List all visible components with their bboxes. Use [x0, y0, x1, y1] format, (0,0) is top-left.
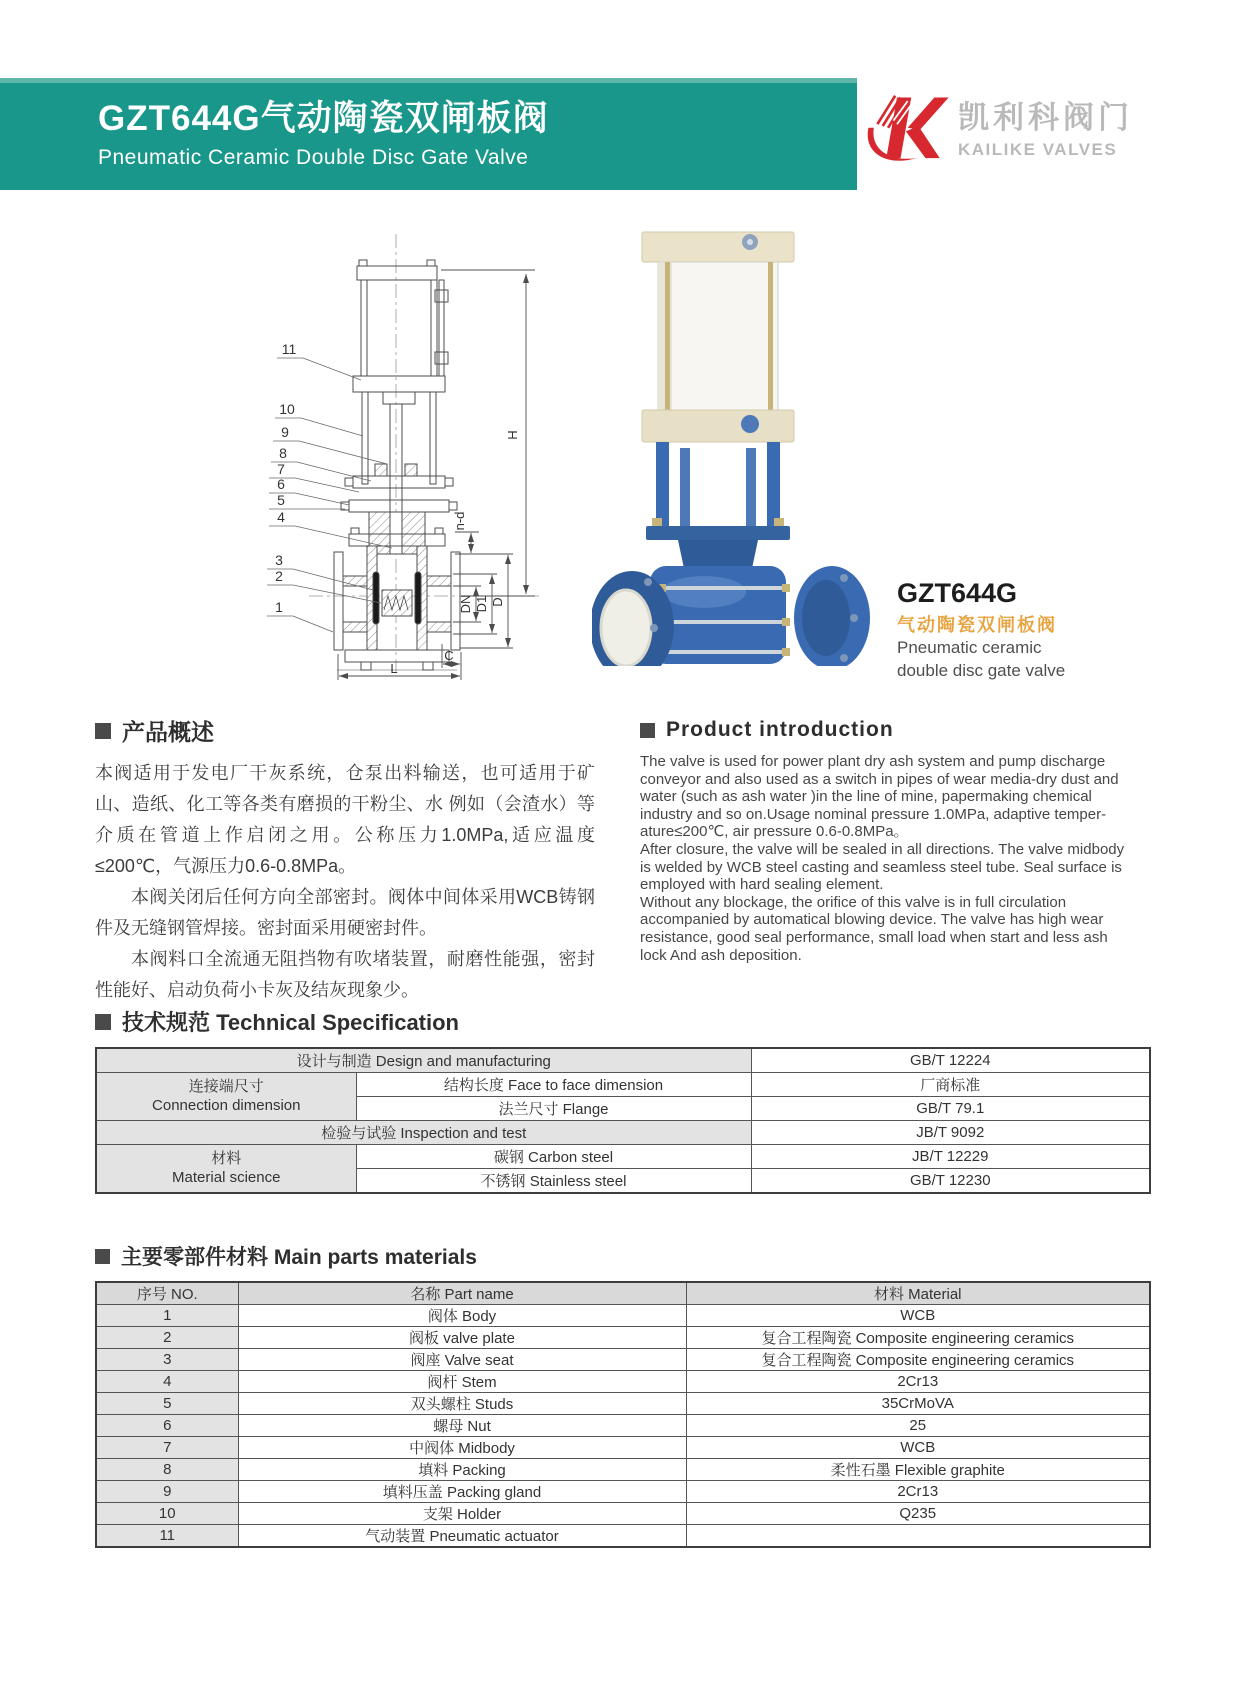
part-material: 25	[686, 1415, 1150, 1437]
parts-col-material: 材料 Material	[686, 1282, 1150, 1305]
part-no: 4	[96, 1371, 238, 1393]
part-number-4: 4	[277, 509, 285, 525]
part-name: 阀板 valve plate	[238, 1327, 686, 1349]
spec-carbon-value: JB/T 12229	[751, 1145, 1150, 1169]
spec-connection-label-en: Connection dimension	[152, 1096, 301, 1114]
product-model: GZT644G	[897, 578, 1018, 608]
banner-titles	[98, 91, 549, 170]
part-no: 11	[96, 1525, 238, 1548]
table-row	[96, 1073, 1150, 1097]
part-number-8: 8	[279, 445, 287, 461]
spec-stainless-label: 不锈钢 Stainless steel	[356, 1169, 751, 1194]
parts-col-name: 名称 Part name	[238, 1282, 686, 1305]
parts-heading-text: 主要零部件材料 Main parts materials	[121, 1246, 477, 1269]
part-number-10: 10	[279, 401, 295, 417]
product-label	[897, 576, 1065, 682]
spec-carbon-label: 碳钢 Carbon steel	[356, 1145, 751, 1169]
banner-top-strip	[0, 78, 857, 83]
valve-outline	[334, 260, 460, 670]
table-row	[96, 1327, 1150, 1349]
dim-nd: n-d	[452, 511, 467, 531]
introduction-paragraph-3: Without any blockage, the orifice of this valve is in full circulation accompanied by automatical blowing device. The valve has high wear resistance, good seal performance, small load when start and less ash lock And ash deposition.	[640, 893, 1108, 964]
spec-material-label-cn: 材料	[211, 1149, 242, 1167]
part-number-9: 9	[281, 424, 289, 440]
page-title-en: Pneumatic Ceramic Double Disc Gate Valve	[98, 146, 529, 169]
spec-inspection-label: 检验与试验 Inspection and test	[96, 1121, 751, 1145]
part-name: 阀座 Valve seat	[238, 1349, 686, 1371]
spec-stainless-value: GB/T 12230	[751, 1169, 1150, 1194]
spec-connection-label	[96, 1073, 356, 1121]
product-introduction-section	[640, 718, 1129, 964]
part-no: 9	[96, 1481, 238, 1503]
dim-D1: D1	[474, 595, 489, 613]
dim-L: L	[390, 661, 398, 676]
part-name: 阀体 Body	[238, 1305, 686, 1327]
part-number-3: 3	[275, 552, 283, 568]
product-name-cn: 气动陶瓷双闸板阀	[897, 615, 1057, 636]
brand-text	[958, 92, 1133, 160]
overview-heading-text: 产品概述	[122, 719, 214, 745]
part-material: WCB	[686, 1437, 1150, 1459]
overview-paragraph-1: 本阀适用于发电厂干灰系统，仓泵出料输送，也可适用于矿山、造纸、化工等各类有磨损的干粉尘、水 例如（会渣水）等介质在管道上作启闭之用。公称压力1.0MPa,适应温度≤200℃，气源压力0.6-0.8MPa。	[95, 763, 595, 876]
table-row	[96, 1437, 1150, 1459]
table-row	[96, 1393, 1150, 1415]
table-row	[96, 1503, 1150, 1525]
part-material: 2Cr13	[686, 1481, 1150, 1503]
part-material: WCB	[686, 1305, 1150, 1327]
part-material: 复合工程陶瓷 Composite engineering ceramics	[686, 1349, 1150, 1371]
product-photo	[592, 226, 892, 666]
product-name-en-line1: Pneumatic ceramic	[897, 638, 1042, 658]
square-bullet-icon	[95, 723, 111, 739]
header-banner	[0, 78, 857, 190]
table-row	[96, 1415, 1150, 1437]
part-name: 双头螺柱 Studs	[238, 1393, 686, 1415]
part-no: 3	[96, 1349, 238, 1371]
spec-table	[95, 1047, 1151, 1194]
part-name: 支架 Holder	[238, 1503, 686, 1525]
part-material: 2Cr13	[686, 1371, 1150, 1393]
table-row	[96, 1305, 1150, 1327]
spec-inspection-value: JB/T 9092	[751, 1121, 1150, 1145]
table-row	[96, 1481, 1150, 1503]
part-name: 填料压盖 Packing gland	[238, 1481, 686, 1503]
part-no: 10	[96, 1503, 238, 1525]
brand-name-en: KAILIKE VALVES	[958, 140, 1118, 159]
parts-col-no: 序号 NO.	[96, 1282, 238, 1305]
dim-H: H	[505, 430, 520, 440]
dim-DN: DN	[458, 594, 473, 614]
part-number-6: 6	[277, 476, 285, 492]
part-no: 7	[96, 1437, 238, 1459]
table-row	[96, 1145, 1150, 1169]
spec-connection-label-cn: 连接端尺寸	[188, 1077, 264, 1095]
technical-drawing	[248, 224, 570, 686]
spec-material-label-en: Material science	[172, 1168, 281, 1186]
main-parts-materials-section	[95, 1241, 1153, 1548]
part-material: 复合工程陶瓷 Composite engineering ceramics	[686, 1327, 1150, 1349]
kailike-logo-icon	[856, 80, 954, 172]
part-material	[686, 1525, 1150, 1548]
spec-heading	[95, 1006, 1153, 1037]
part-material: 35CrMoVA	[686, 1393, 1150, 1415]
table-row	[96, 1371, 1150, 1393]
brand-name-cn: 凯利科阀门	[958, 100, 1133, 135]
part-material: Q235	[686, 1503, 1150, 1525]
introduction-heading-text: Product introduction	[666, 718, 894, 741]
part-no: 6	[96, 1415, 238, 1437]
introduction-heading	[640, 718, 1129, 742]
part-no: 2	[96, 1327, 238, 1349]
table-row	[96, 1121, 1150, 1145]
part-number-7: 7	[277, 461, 285, 477]
part-name: 气动装置 Pneumatic actuator	[238, 1525, 686, 1548]
part-no: 8	[96, 1459, 238, 1481]
overview-paragraph-3: 本阀料口全流通无阻挡物有吹堵装置，耐磨性能强，密封性能好、启动负荷小卡灰及结灰现象少。	[95, 949, 595, 1000]
overview-paragraph-2: 本阀关闭后任何方向全部密封。阀体中间体采用WCB铸钢件及无缝钢管焊接。密封面采用硬密封件。	[95, 887, 595, 938]
spec-material-label	[96, 1145, 356, 1194]
square-bullet-icon	[640, 723, 655, 738]
table-row	[96, 1048, 1150, 1073]
parts-table	[95, 1281, 1151, 1548]
valve-cross-section-drawing	[248, 224, 570, 686]
part-number-1: 1	[275, 599, 283, 615]
spec-design-label: 设计与制造 Design and manufacturing	[96, 1048, 751, 1073]
technical-specification-section	[95, 1006, 1153, 1194]
page-title-cn: GZT644G气动陶瓷双闸板阀	[98, 99, 549, 138]
dim-C: C	[444, 648, 454, 663]
table-row	[96, 1525, 1150, 1548]
product-overview-section	[95, 714, 595, 1006]
introduction-paragraph-2: After closure, the valve will be sealed in all directions. The valve midbody is welded by WCB steel casting and seamless steel tube. Seal surface is employed with hard sealing element.	[640, 840, 1125, 894]
table-header-row	[96, 1282, 1150, 1305]
brand-logo	[856, 70, 1196, 182]
spec-f2f-value: 厂商标准	[751, 1073, 1150, 1097]
spec-f2f-label: 结构长度 Face to face dimension	[356, 1073, 751, 1097]
part-material: 柔性石墨 Flexible graphite	[686, 1459, 1150, 1481]
table-row	[96, 1349, 1150, 1371]
square-bullet-icon	[95, 1014, 111, 1030]
dim-D: D	[490, 597, 505, 607]
introduction-paragraph-1: The valve is used for power plant dry ash system and pump discharge conveyor and also used as a switch in pipes of wear media-dry dust and water (such as ash water )in the line of mine, papermaking chemical industry and so on.Usage nominal pressure 1.0MPa, adaptive temper-ature≤200℃, air pressure 0.6-0.8MPa。	[640, 753, 1119, 841]
part-number-2: 2	[275, 568, 283, 584]
part-number-11: 11	[281, 341, 297, 357]
spec-heading-text: 技术规范 Technical Specification	[122, 1010, 459, 1035]
part-name: 螺母 Nut	[238, 1415, 686, 1437]
product-name-en-line2: double disc gate valve	[897, 660, 1066, 680]
part-name: 填料 Packing	[238, 1459, 686, 1481]
spec-flange-label: 法兰尺寸 Flange	[356, 1097, 751, 1121]
valve-photo-illustration	[592, 226, 892, 666]
part-no: 1	[96, 1305, 238, 1327]
spec-design-value: GB/T 12224	[751, 1048, 1150, 1073]
part-name: 阀杆 Stem	[238, 1371, 686, 1393]
spec-flange-value: GB/T 79.1	[751, 1097, 1150, 1121]
part-number-5: 5	[277, 492, 285, 508]
table-row	[96, 1459, 1150, 1481]
overview-heading	[95, 714, 595, 747]
part-name: 中阀体 Midbody	[238, 1437, 686, 1459]
square-bullet-icon	[95, 1249, 110, 1264]
parts-heading	[95, 1241, 1153, 1271]
part-no: 5	[96, 1393, 238, 1415]
